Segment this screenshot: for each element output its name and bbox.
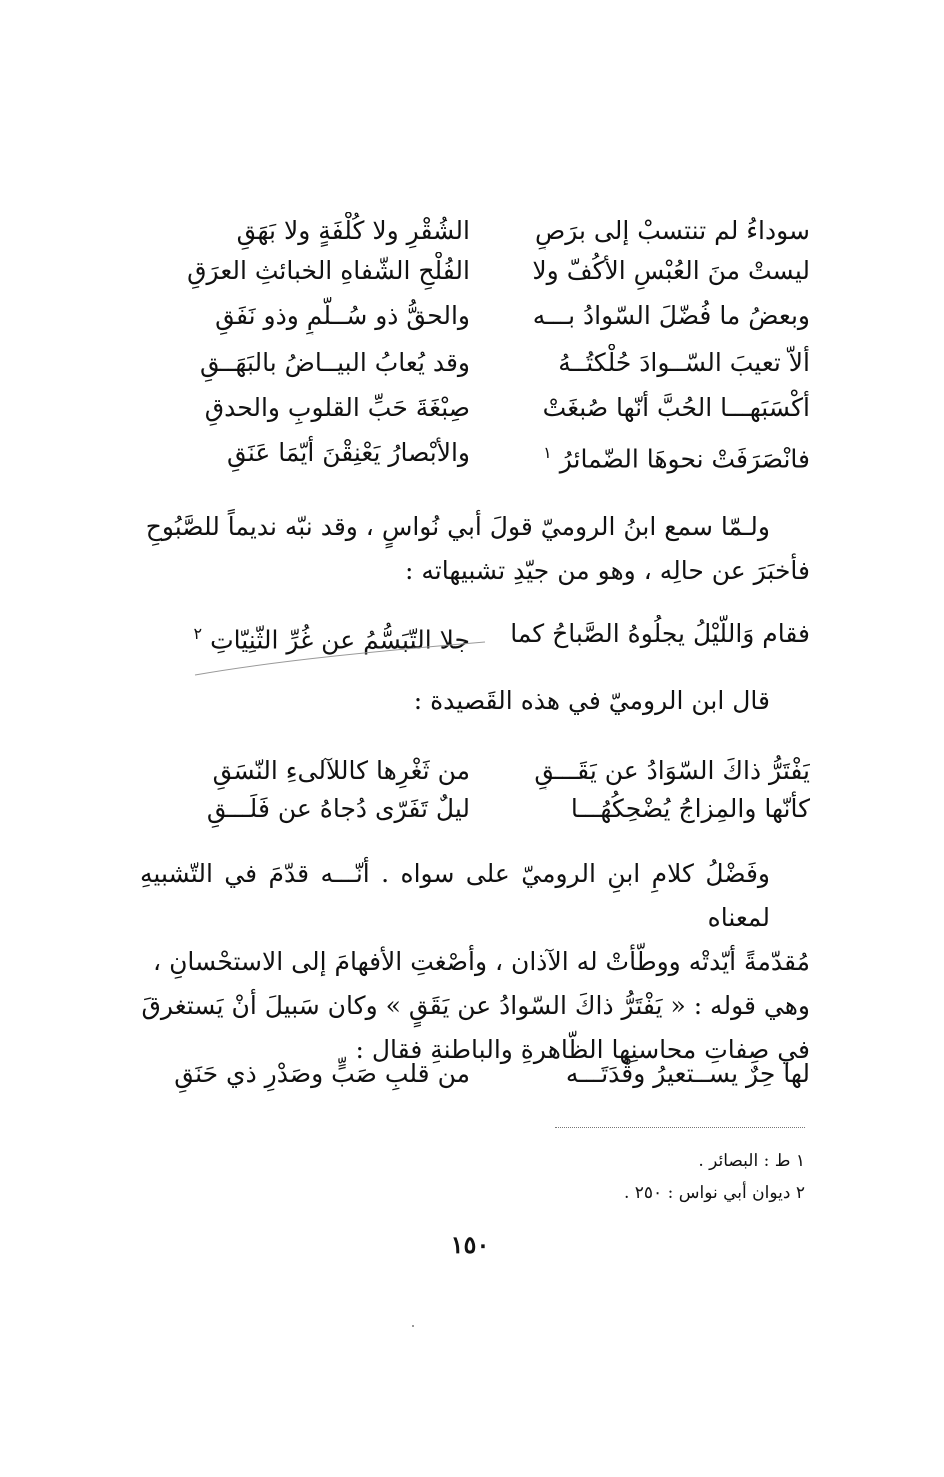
footnote: ٢ ديوان أبي نواس : ٢٥٠ . (623, 1183, 805, 1203)
page-number: ١٥٠ (450, 1230, 490, 1259)
prose-line: وهي قوله : « يَفْتَرُّ ذاكَ السّوادُ عن يَقَقٍ » وكان سَبيلَ أنْ يَستغرقَ (141, 991, 810, 1020)
verse-second-hemistich: الشُقْرِ ولا كُلْفَةٍ ولا بَهَقِ (236, 216, 470, 245)
verse-line (140, 790, 810, 828)
verse-first-hemistich: ليستْ منَ العُبْسِ الأكُفّ ولا (532, 256, 810, 285)
verse-first-hemistich: سوداءُ لم تنتسبْ إلى برَصٍ (534, 216, 810, 245)
prose-line: في صِفاتِ محاسنِها الظّاهرةِ والباطنةِ فقال : (355, 1035, 810, 1064)
verse-line (140, 752, 810, 790)
verse-second-hemistich: وقد يُعابُ البيــاضُ بالبَهَــقِ (199, 348, 470, 377)
prose-line: وفَضْلُ كلامِ ابنِ الروميّ على سواه . أنّـــه قدّمَ في التّشبيهِ لمعناه (140, 859, 770, 932)
verse-second-hemistich: جلا التّبَسُّمُ عن غُرِّ الثّنِيّاتِ $^٢$ (193, 624, 470, 655)
verse-first-hemistich: فانْصَرَفَتْ نحوهَا الضّمائرُ $^١$ (543, 443, 810, 474)
prose-line: فأخبَرَ عن حالِه ، وهو من جيّدِ تشبيهاته : (404, 556, 810, 585)
verse-first-hemistich: يَفْتَرُّ ذاكَ السّوَادُ عن يَقَـــقٍ (534, 756, 810, 785)
footnote-marker: ١ (543, 443, 552, 462)
verse-line (140, 297, 810, 335)
prose-line: مُقدّمةً أيّدتْه ووطّأتْ له الآذان ، وأصْغتِ الأفهامَ إلى الاستحْسانِ ، (153, 947, 810, 976)
prose-line: قال ابن الروميّ في هذه القَصيدة : (413, 686, 770, 715)
prose-line: ولـمّا سمع ابنُ الروميّ قولَ أبي نُواسٍ ، وقد نبّه نديماً للصَّبُوحِ (145, 512, 770, 541)
verse-second-hemistich: من قلبِ صَبٍّ وصَدْرِ ذي حَنَقِ (174, 1059, 470, 1088)
prose-paragraph (140, 852, 810, 1072)
verse-second-hemistich: ليلٌ تَفَرّى دُجاهُ عن فَلَـــقِ (206, 794, 470, 823)
verse-second-hemistich: والحقُّ ذو سُــلّمٍ وذو نَفَقِ (215, 301, 470, 330)
scan-speck (412, 1325, 414, 1327)
verse-first-hemistich: ألاّ تعيبَ السّــوادَ حُلْكتُــهُ (558, 348, 810, 377)
verse-second-hemistich: من ثَغْرِها كاللآلىءِ النّسَقِ (212, 756, 470, 785)
verse-line (140, 389, 810, 427)
footnote-marker: ٢ (193, 624, 203, 643)
verse-first-hemistich: كأنّها والمِزاجُ يُضْحِكُهُـــا (570, 794, 810, 823)
verse-first-hemistich: فقام وَاللّيْلُ يجلُوهُ الصَّباحُ كما (510, 619, 810, 648)
pen-stroke-mark (190, 640, 490, 680)
verse-first-hemistich: لها حِرٌ يســتعيرُ وقْدَتَـــه (565, 1059, 810, 1088)
verse-second-hemistich: الفُلْحِ الشّفاهِ الخبائثِ العرَقِ (187, 256, 470, 285)
verse-line (140, 344, 810, 382)
verse-line (140, 434, 810, 472)
footnotes (400, 1145, 805, 1209)
verse-second-hemistich: والأبْصارُ يَعْنِقْنَ أيّمَا عَنَقِ (227, 438, 470, 467)
verse-line (140, 1055, 810, 1093)
prose-paragraph (140, 505, 810, 593)
verse-line (140, 252, 810, 290)
verse-first-hemistich: أكْسَبَهـــا الحُبَّ أنّها صُبغَتْ (542, 393, 810, 422)
verse-first-hemistich: وبعضُ ما فُضّلَ السّوادُ بـــه (532, 301, 810, 330)
footnote: ١ ط : البصائر . (698, 1151, 805, 1171)
verse-line (140, 212, 810, 250)
footnote-separator (555, 1127, 805, 1128)
verse-second-hemistich: صِبْغَةَ حَبِّ القلوبِ والحدقِ (204, 393, 470, 422)
